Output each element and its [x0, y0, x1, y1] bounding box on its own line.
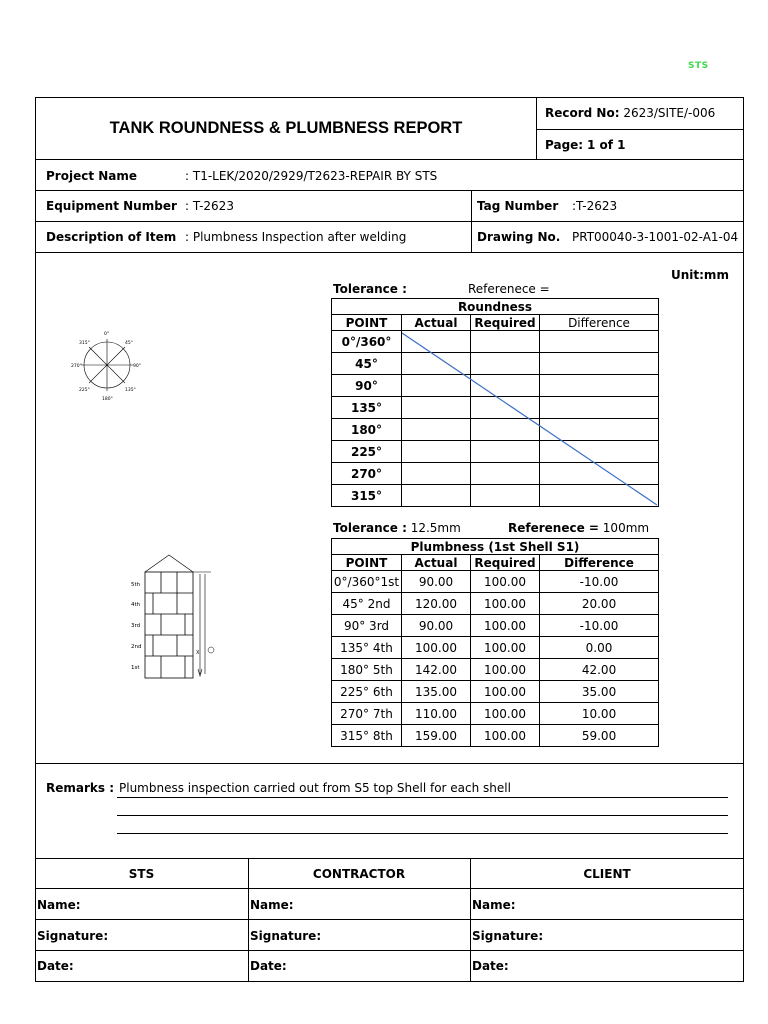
plumbness-point-cell: 45° 2nd — [332, 593, 402, 615]
plumbness-reference-value: 100mm — [602, 521, 650, 535]
compass-label-tl: 315° — [79, 341, 90, 346]
sts-signature-label: Signature: — [37, 929, 109, 943]
shell-label-5: 5th — [131, 582, 141, 588]
plumbness-table-title: Plumbness (1st Shell S1) — [332, 539, 659, 555]
roundness-table-title: Roundness — [332, 299, 659, 315]
plumbness-tolerance-value: 12.5mm — [410, 521, 461, 535]
plumbness-required-cell: 100.00 — [471, 571, 540, 593]
plumbness-required-cell: 100.00 — [471, 725, 540, 747]
page-value: 1 of 1 — [586, 138, 626, 152]
signoff-col-client: CLIENT — [583, 867, 631, 881]
roundness-reference-label: Referenece = — [468, 282, 550, 296]
contractor-signature-label: Signature: — [250, 929, 322, 943]
plumbness-row — [332, 681, 659, 703]
unit-label: Unit:mm — [671, 268, 729, 282]
compass-label-br: 135° — [125, 388, 136, 393]
plumbness-required-cell: 100.00 — [471, 681, 540, 703]
signoff-col-contractor: CONTRACTOR — [312, 867, 406, 881]
plumbness-col-actual: Actual — [402, 555, 471, 571]
plumbness-row — [332, 703, 659, 725]
plumbness-actual-cell: 159.00 — [402, 725, 471, 747]
shell-label-3: 3rd — [131, 623, 141, 629]
equipment-number-value: : T-2623 — [185, 199, 234, 213]
drawing-no-label: Drawing No. — [477, 230, 561, 244]
plumbness-point-cell: 315° 8th — [332, 725, 402, 747]
shell-label-4: 4th — [131, 602, 141, 608]
roundness-point: 45° — [332, 353, 402, 375]
compass-label-left: 270° — [71, 364, 82, 369]
company-logo: STS — [688, 61, 709, 71]
client-name-label: Name: — [472, 898, 516, 912]
roundness-point: 225° — [332, 441, 402, 463]
plumbness-point-cell: 90° 3rd — [332, 615, 402, 637]
roundness-point: 0°/360° — [332, 331, 402, 353]
plumbness-difference-cell: -10.00 — [540, 615, 659, 637]
roundness-col-actual: Actual — [402, 315, 471, 331]
plumbness-difference-cell: 59.00 — [540, 725, 659, 747]
plumbness-point-cell: 270° 7th — [332, 703, 402, 725]
drawing-no-value: PRT00040-3-1001-02-A1-04 — [572, 230, 739, 244]
shell-label-1: 1st — [131, 665, 140, 671]
plumbness-required-cell: 100.00 — [471, 615, 540, 637]
page-label: Page: — [545, 138, 584, 152]
plumbness-actual-cell: 100.00 — [402, 637, 471, 659]
plumbness-difference-cell: 42.00 — [540, 659, 659, 681]
plumbness-point-cell: 135° 4th — [332, 637, 402, 659]
plumbness-tolerance-label: Tolerance : — [333, 521, 407, 535]
sts-name-label: Name: — [37, 898, 81, 912]
plumbness-difference-cell: 10.00 — [540, 703, 659, 725]
plumbness-difference-cell: 35.00 — [540, 681, 659, 703]
report-title: TANK ROUNDNESS & PLUMBNESS REPORT — [109, 118, 463, 137]
record-no-value: 2623/SITE/-006 — [623, 106, 716, 120]
plumbness-row — [332, 637, 659, 659]
roundness-col-point: POINT — [332, 315, 402, 331]
plumbness-col-required: Required — [471, 555, 540, 571]
svg-text:X: X — [196, 650, 200, 656]
description-value: : Plumbness Inspection after welding — [185, 230, 407, 244]
plumbness-rows — [332, 571, 659, 747]
roundness-point: 180° — [332, 419, 402, 441]
roundness-point: 90° — [332, 375, 402, 397]
record-no-label: Record No: — [545, 106, 620, 120]
plumbness-row — [332, 593, 659, 615]
description-label: Description of Item — [46, 230, 177, 244]
remarks-label: Remarks : — [46, 781, 114, 795]
sts-date-label: Date: — [37, 959, 74, 973]
tag-number-value: :T-2623 — [572, 199, 618, 213]
plumbness-point-cell: 0°/360°1st — [332, 571, 402, 593]
plumbness-point-cell: 225° 6th — [332, 681, 402, 703]
remarks-line-1 — [117, 797, 728, 798]
plumbness-difference-cell: 0.00 — [540, 637, 659, 659]
plumbness-actual-cell: 110.00 — [402, 703, 471, 725]
compass-label-bottom: 180° — [102, 397, 113, 402]
remarks-line-2 — [117, 815, 728, 816]
compass-label-tr: 45° — [125, 341, 133, 346]
roundness-point: 135° — [332, 397, 402, 419]
plumbness-required-cell: 100.00 — [471, 593, 540, 615]
tag-number-label: Tag Number — [477, 199, 559, 213]
compass-label-right: 90° — [133, 364, 141, 369]
plumbness-point-cell: 180° 5th — [332, 659, 402, 681]
roundness-tolerance-label: Tolerance : — [333, 282, 407, 296]
equipment-number-label: Equipment Number — [46, 199, 177, 213]
roundness-col-required: Required — [471, 315, 540, 331]
plumbness-row — [332, 615, 659, 637]
compass-label-top: 0° — [104, 332, 110, 337]
contractor-name-label: Name: — [250, 898, 294, 912]
plumbness-difference-cell: 20.00 — [540, 593, 659, 615]
plumbness-required-cell: 100.00 — [471, 703, 540, 725]
plumbness-actual-cell: 135.00 — [402, 681, 471, 703]
roundness-cancel-line — [402, 331, 658, 507]
plumbness-required-cell: 100.00 — [471, 637, 540, 659]
plumbness-reference-label: Referenece = — [508, 521, 599, 535]
remarks-section — [35, 763, 744, 859]
client-date-label: Date: — [472, 959, 509, 973]
remarks-line-3 — [117, 833, 728, 834]
plumbness-col-difference: Difference — [540, 555, 659, 571]
plumbness-row — [332, 659, 659, 681]
remarks-text: Plumbness inspection carried out from S5 top Shell for each shell — [119, 781, 511, 795]
signoff-col-sts: STS — [128, 867, 155, 881]
shell-plumbness-diagram — [125, 550, 220, 682]
plumbness-row — [332, 725, 659, 747]
plumbness-actual-cell: 120.00 — [402, 593, 471, 615]
plumbness-difference-cell: -10.00 — [540, 571, 659, 593]
plumbness-table — [331, 538, 659, 747]
contractor-date-label: Date: — [250, 959, 287, 973]
compass-label-bl: 225° — [79, 388, 90, 393]
roundness-compass-diagram — [70, 325, 150, 405]
plumbness-required-cell: 100.00 — [471, 659, 540, 681]
client-signature-label: Signature: — [472, 929, 544, 943]
plumbness-actual-cell: 142.00 — [402, 659, 471, 681]
roundness-point: 270° — [332, 463, 402, 485]
plumbness-col-point: POINT — [332, 555, 402, 571]
shell-label-2: 2nd — [131, 644, 142, 650]
project-name-label: Project Name — [46, 169, 138, 183]
plumbness-actual-cell: 90.00 — [402, 571, 471, 593]
plumbness-actual-cell: 90.00 — [402, 615, 471, 637]
project-name-value: : T1-LEK/2020/2929/T2623-REPAIR BY STS — [185, 169, 438, 183]
plumbness-row — [332, 571, 659, 593]
roundness-col-difference: Difference — [540, 315, 659, 331]
roundness-point: 315° — [332, 485, 402, 507]
